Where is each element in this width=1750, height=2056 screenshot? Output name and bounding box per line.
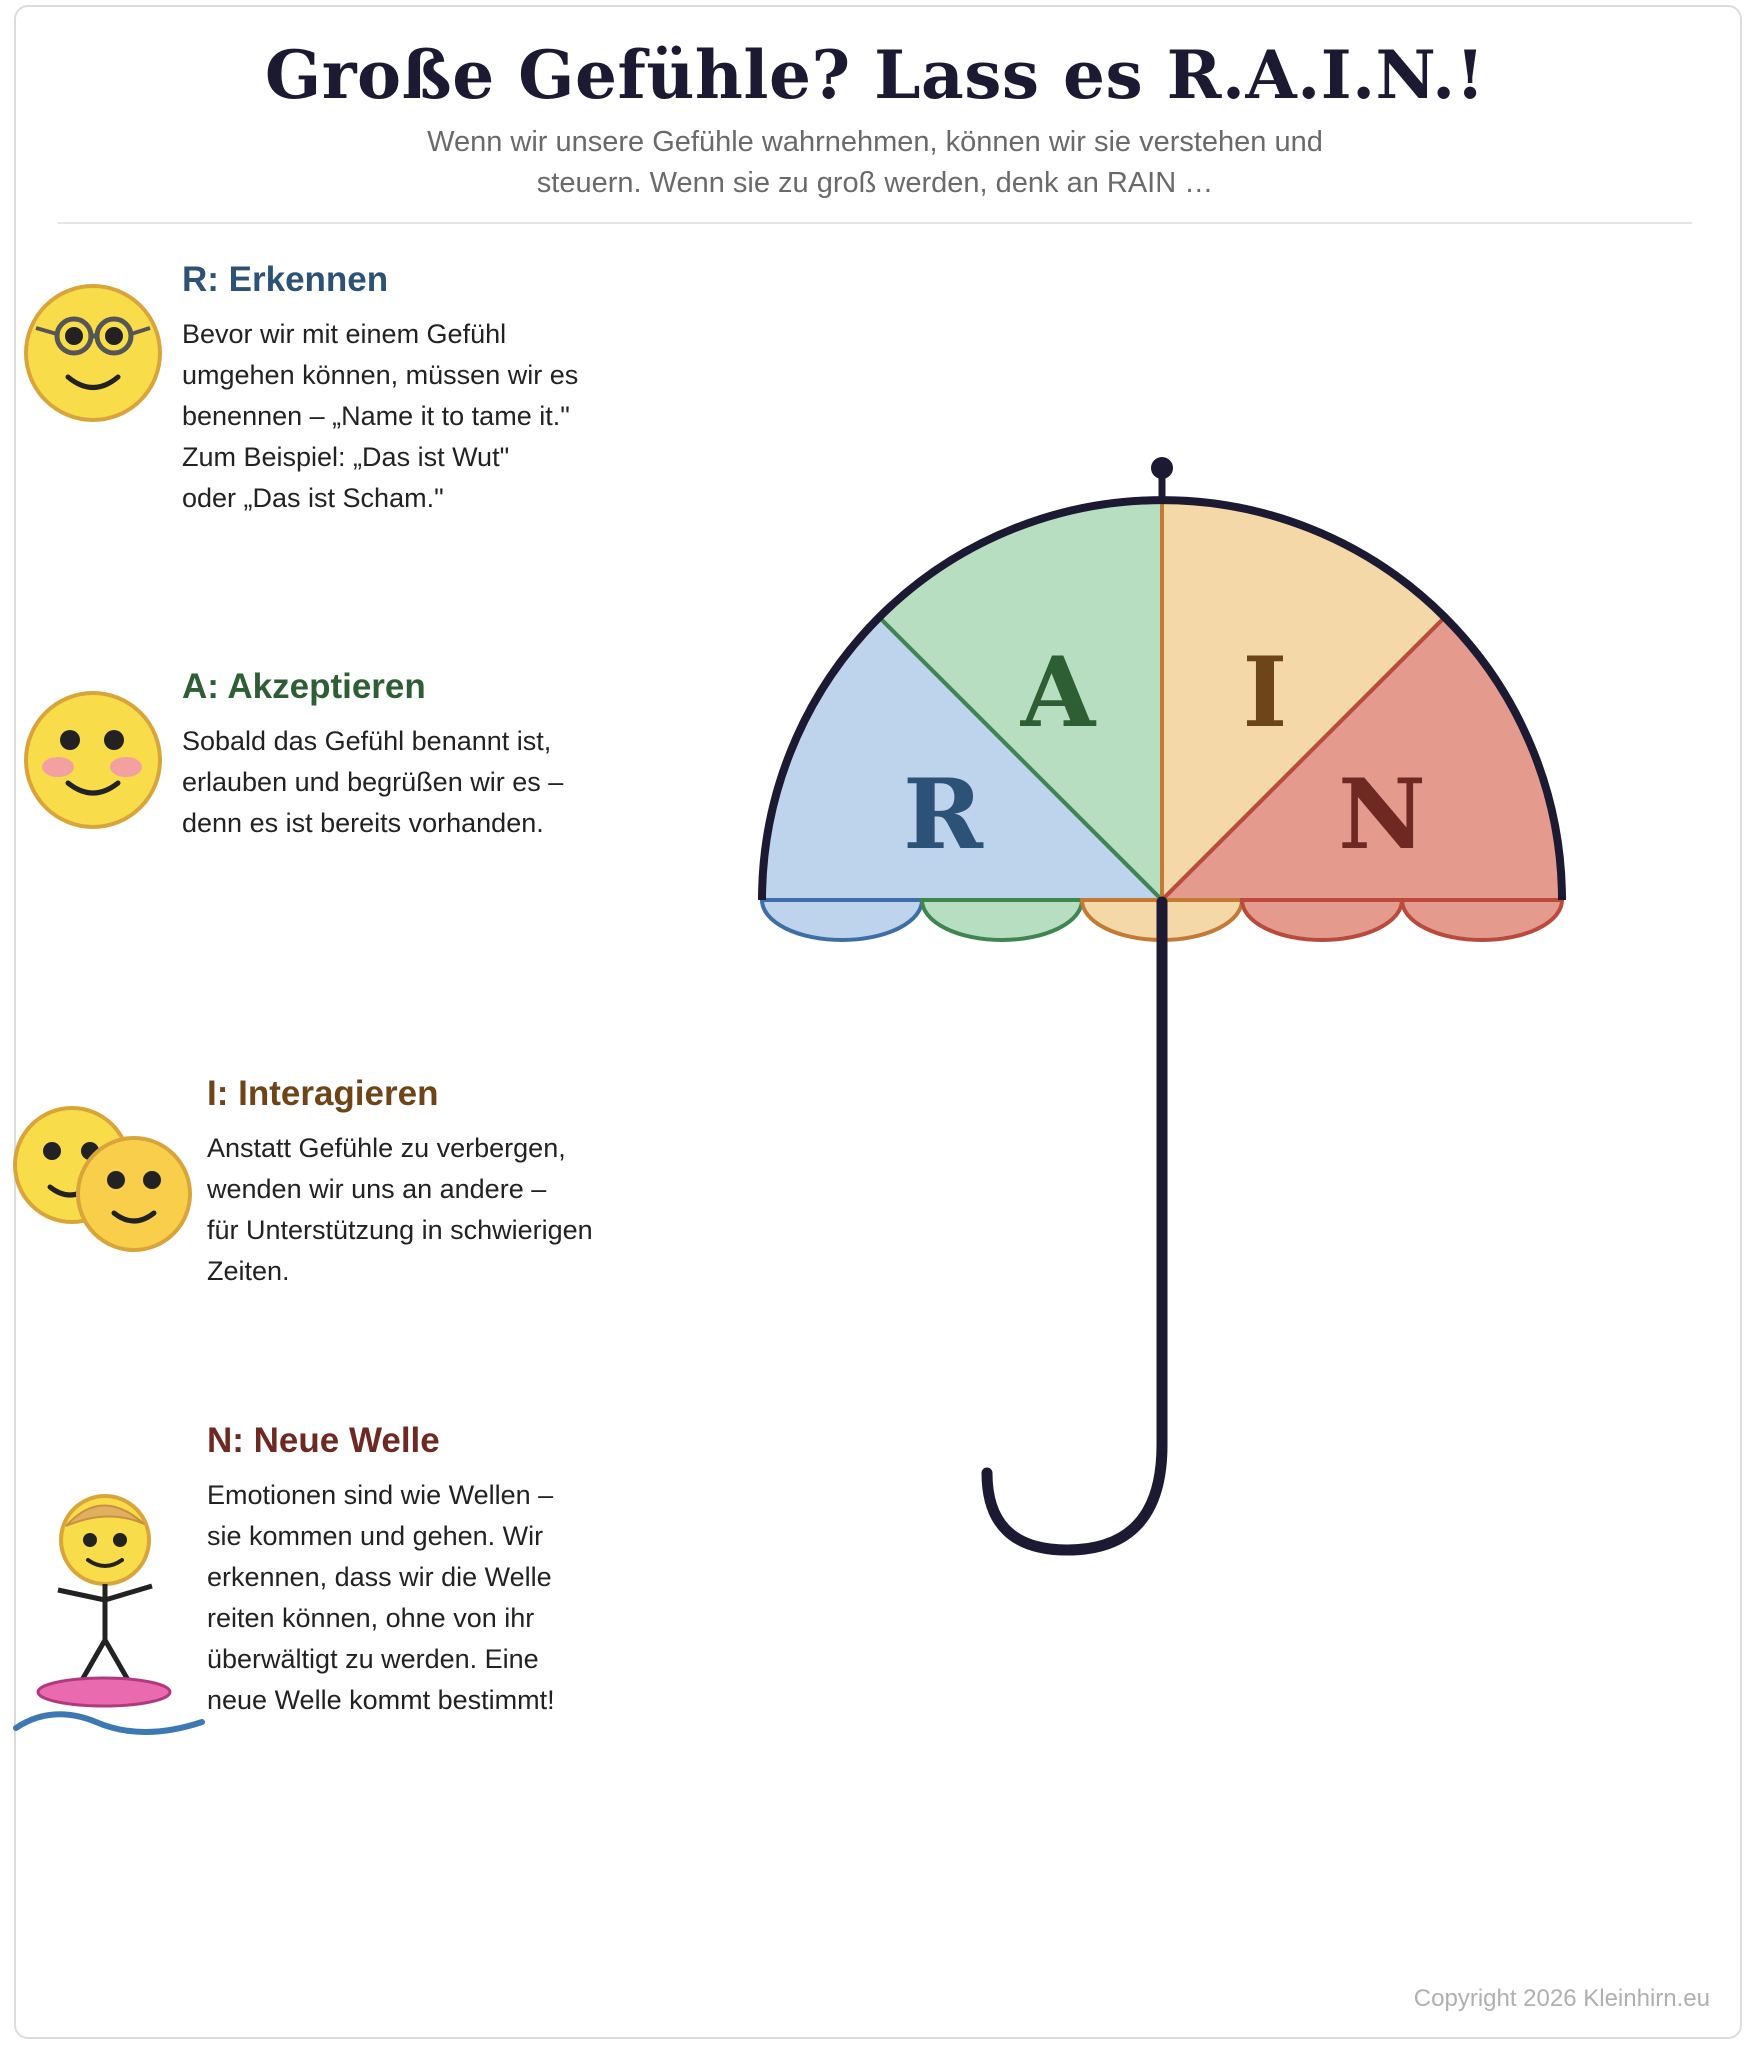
- step-text: Bevor wir mit einem Gefühl umgehen können, müssen wir es benennen – „Name it to tame it." Zum Beispiel: „Das ist Wut" oder „Das ist Scham.": [182, 319, 579, 513]
- step-recognize: [182, 258, 652, 519]
- umbrella-letter-n: N: [1338, 758, 1426, 871]
- header-divider: [58, 222, 1692, 224]
- step-heading: R: Erkennen: [182, 260, 389, 299]
- page-subtitle: Wenn wir unsere Gefühle wahrnehmen, können wir sie verstehen und steuern. Wenn sie zu groß werden, denk an RAIN …: [427, 126, 1323, 199]
- umbrella-scallop: [762, 900, 922, 940]
- step-accept: [182, 665, 652, 844]
- umbrella-letter-r: R: [903, 758, 983, 871]
- umbrella-letter-a: A: [1020, 636, 1096, 749]
- two-smileys-icon: [12, 1105, 194, 1255]
- umbrella-scallop: [1402, 900, 1562, 940]
- step-heading: N: Neue Welle: [207, 1421, 440, 1460]
- rain-umbrella-diagram: [755, 450, 1575, 1570]
- step-heading: I: Interagieren: [207, 1074, 439, 1113]
- smiley-glasses-icon: [22, 282, 164, 424]
- step-text: Emotionen sind wie Wellen – sie kommen und gehen. Wir erkennen, dass wir die Welle reiten können, ohne von ihr überwältigt zu werden. Eine neue Welle kommt bestimmt!: [207, 1480, 555, 1715]
- umbrella-scallop: [922, 900, 1082, 940]
- step-new-wave: [207, 1419, 677, 1721]
- umbrella-tip: [1151, 457, 1173, 479]
- page-title: Große Gefühle? Lass es R.A.I.N.!: [264, 36, 1486, 114]
- umbrella-scallop: [1242, 900, 1402, 940]
- umbrella-letter-i: I: [1242, 636, 1288, 749]
- umbrella-handle: [987, 902, 1162, 1550]
- step-heading: A: Akzeptieren: [182, 667, 426, 706]
- step-text: Anstatt Gefühle zu verbergen, wenden wir uns an andere – für Unterstützung in schwierigen Zeiten.: [207, 1133, 593, 1286]
- copyright-text: Copyright 2026 Kleinhirn.eu: [1413, 1985, 1710, 2012]
- smiley-blushing-icon: [22, 689, 164, 831]
- surfer-icon: [12, 1490, 206, 1760]
- step-interact: [207, 1072, 677, 1292]
- step-text: Sobald das Gefühl benannt ist, erlauben und begrüßen wir es – denn es ist bereits vorhanden.: [182, 726, 564, 838]
